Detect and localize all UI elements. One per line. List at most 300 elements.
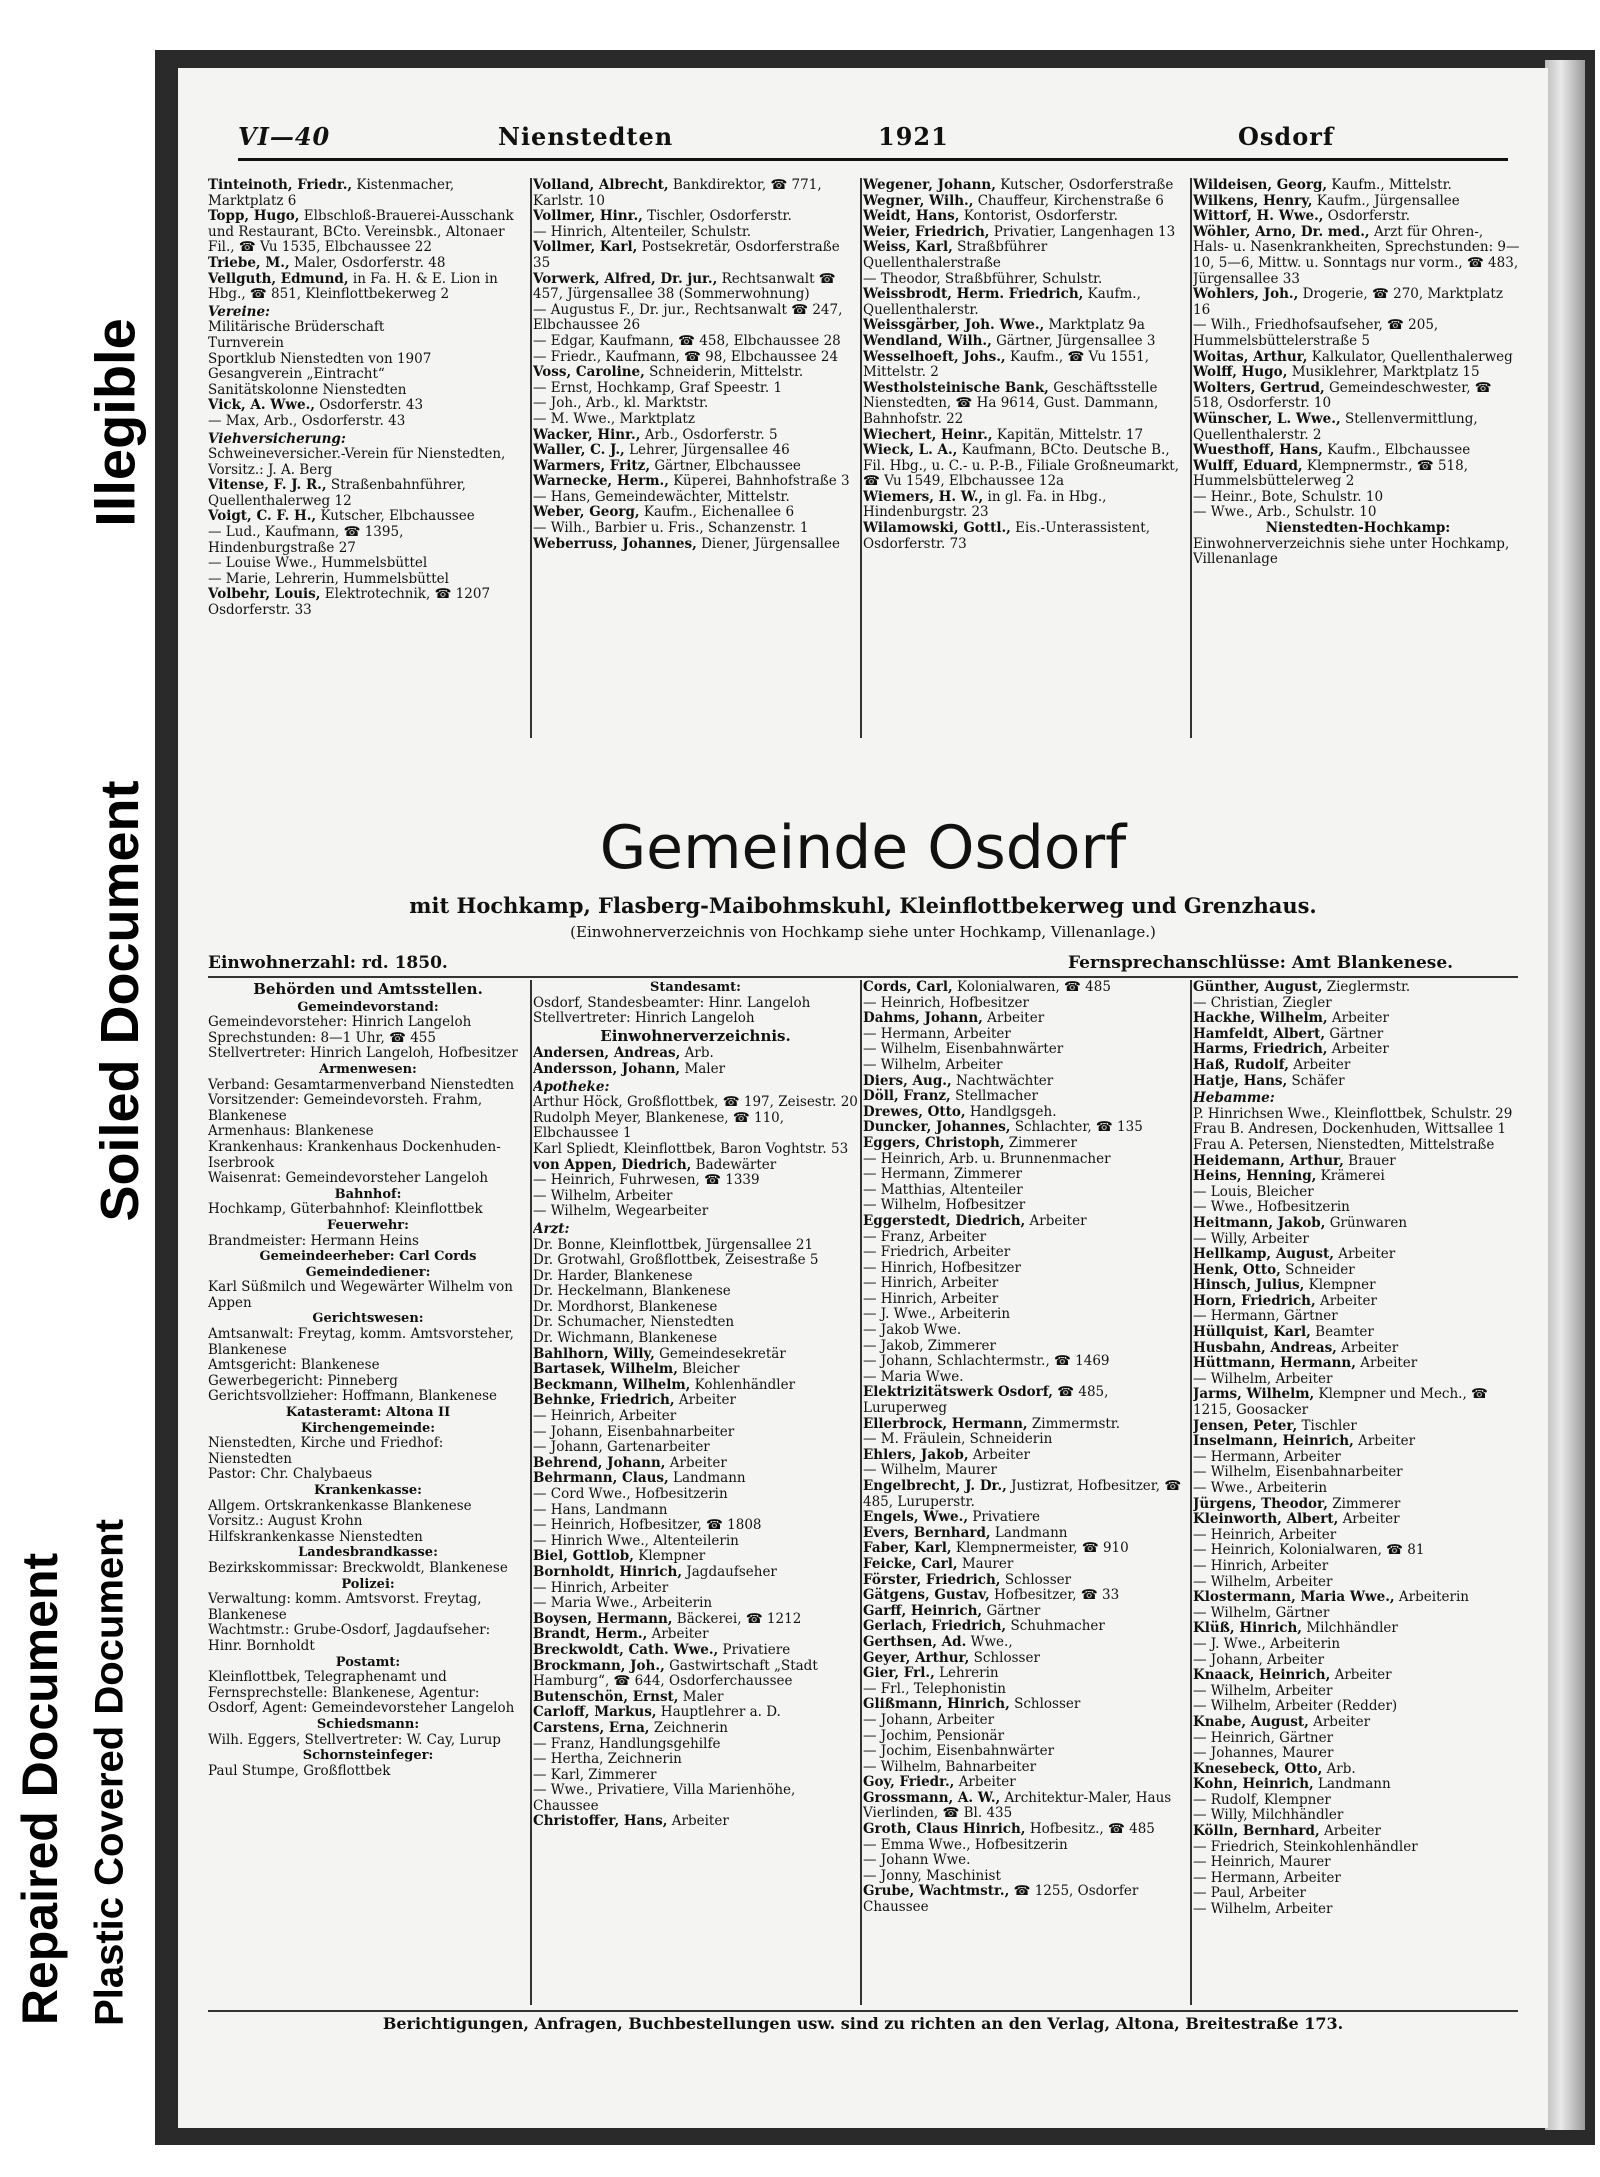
directory-entry bbox=[1193, 1699, 1523, 1715]
directory-entry bbox=[863, 1354, 1188, 1370]
entry-name: Brockmann, Joh., bbox=[533, 1657, 665, 1674]
entry-details: Marktplatz 9a bbox=[1048, 317, 1145, 334]
category-heading: Viehversicherung: bbox=[208, 430, 346, 447]
directory-entry bbox=[1193, 980, 1523, 996]
entry-details: Jagdaufseher bbox=[686, 1563, 777, 1580]
directory-entry bbox=[863, 1729, 1188, 1745]
entry-details: — Maria Wwe. bbox=[863, 1368, 964, 1385]
directory-entry bbox=[863, 1058, 1188, 1074]
directory-entry bbox=[863, 334, 1188, 350]
entry-details: in gl. Fa. in Hbg., Hindenburgstr. 23 bbox=[863, 488, 1107, 521]
entry-name: Goy, Friedr., bbox=[863, 1774, 955, 1791]
directory-entry bbox=[533, 209, 858, 225]
entry-name: Wuesthoff, Hans, bbox=[1193, 442, 1323, 459]
entry-name: Dahms, Johann, bbox=[863, 1010, 983, 1027]
entry-details: Maurer bbox=[961, 1555, 1014, 1572]
directory-entry bbox=[1193, 1559, 1523, 1575]
directory-entry bbox=[863, 1744, 1188, 1760]
entry-details: — Wilhelm, Bahnarbeiter bbox=[863, 1758, 1037, 1775]
directory-entry bbox=[1193, 1294, 1523, 1310]
entry-details: — Marie, Lehrerin, Hummelsbüttel bbox=[208, 570, 449, 587]
entry-details: Gewerbegericht: Pinneberg bbox=[208, 1372, 398, 1389]
directory-entry bbox=[863, 1838, 1188, 1854]
directory-entry bbox=[208, 256, 528, 272]
section-rule bbox=[208, 976, 1518, 978]
entry-details: Arbeiter bbox=[1331, 1010, 1389, 1027]
entry-details: Arb. bbox=[1326, 1760, 1356, 1777]
entry-name: Brandt, Herm., bbox=[533, 1626, 648, 1643]
entry-details: — Hinrich, Arbeiter bbox=[863, 1275, 999, 1292]
entry-details: — Wwe., Arbeiterin bbox=[1193, 1480, 1328, 1496]
directory-entry bbox=[1193, 1325, 1523, 1341]
directory-entry bbox=[1193, 490, 1523, 506]
directory-entry bbox=[533, 1503, 858, 1519]
directory-entry bbox=[208, 1670, 528, 1717]
column-divider bbox=[1190, 178, 1192, 738]
entry-details: Geschäftsstelle Nienstedten, ☎ Ha 9614, Gust. Dammann, Bahnhofstr. 22 bbox=[863, 379, 1159, 427]
section-heading: Behörden und Amtsstellen. bbox=[253, 980, 483, 998]
entry-name: Henk, Otto, bbox=[1193, 1261, 1281, 1278]
entry-details: Rudolph Meyer, Blankenese, ☎ 110, Elbchaussee 1 bbox=[533, 1109, 785, 1142]
directory-entry bbox=[863, 1042, 1188, 1058]
entry-details: Vorsitzender: Gemeindevorsteh. Frahm, Blankenese bbox=[208, 1092, 483, 1124]
entry-details: Rechtsanwalt ☎ 457, Jürgensallee 38 (Sommerwohnung) bbox=[533, 270, 836, 303]
entry-details: — Heinrich, Fuhrwesen, ☎ 1339 bbox=[533, 1172, 760, 1189]
directory-entry bbox=[1193, 1902, 1523, 1918]
entry-details: ☎ 485, Luruperweg bbox=[863, 1384, 1109, 1417]
entry-details: Arbeiter bbox=[1313, 1713, 1371, 1730]
directory-entry bbox=[1193, 1185, 1523, 1201]
directory-entry bbox=[1193, 1200, 1523, 1216]
directory-entry bbox=[863, 1604, 1188, 1620]
directory-entry bbox=[208, 336, 528, 352]
directory-entry bbox=[533, 1737, 858, 1753]
directory-entry bbox=[533, 443, 858, 459]
entry-name: Vick, A. Wwe., bbox=[208, 397, 315, 414]
phone-exchange: Fernsprechanschlüsse: Amt Blankenese. bbox=[1068, 953, 1454, 973]
directory-entry bbox=[1193, 1808, 1523, 1824]
entry-details: — Matthias, Altenteiler bbox=[863, 1181, 1023, 1198]
directory-entry bbox=[863, 1573, 1188, 1589]
directory-entry bbox=[1193, 1606, 1523, 1622]
entry-name: von Appen, Diedrich, bbox=[533, 1156, 692, 1173]
entry-details: Schäfer bbox=[1291, 1072, 1345, 1089]
entry-details: — Wilh., Friedhofsaufseher, ☎ 205, Hummelsbüttelerstraße 5 bbox=[1193, 317, 1439, 349]
entry-name: Husbahn, Andreas, bbox=[1193, 1339, 1337, 1356]
entry-name: Bornholdt, Hinrich, bbox=[533, 1563, 683, 1580]
entry-name: Beckmann, Wilhelm, bbox=[533, 1376, 691, 1393]
entry-details: Arbeiter bbox=[1323, 1823, 1381, 1840]
entry-details: — Wilhelm, Arbeiter bbox=[1193, 1573, 1333, 1590]
entry-name: Wolff, Hugo, bbox=[1193, 364, 1288, 381]
entry-details: — Hermann, Arbeiter bbox=[1193, 1448, 1341, 1465]
entry-name: Wilamowski, Gottl., bbox=[863, 520, 1011, 537]
entry-details: Stellvertreter: Hinrich Langeloh bbox=[533, 1010, 755, 1027]
entry-details: Landmann bbox=[673, 1470, 746, 1487]
entry-details: — Hinrich, Arbeiter bbox=[863, 1290, 999, 1307]
directory-entry bbox=[533, 396, 858, 412]
entry-details: Arbeiter bbox=[1331, 1041, 1389, 1058]
directory-entry bbox=[1193, 1309, 1523, 1325]
directory-entry bbox=[208, 1358, 528, 1374]
top-column-4 bbox=[1193, 178, 1523, 798]
directory-entry bbox=[1193, 1684, 1523, 1700]
entry-name: Heidemann, Arthur, bbox=[1193, 1152, 1344, 1169]
entry-details: — Heinrich, Hofbesitzer bbox=[863, 994, 1029, 1011]
directory-entry bbox=[208, 509, 528, 525]
directory-entry bbox=[863, 1198, 1188, 1214]
entry-details: — Heinrich, Hofbesitzer, ☎ 1808 bbox=[533, 1517, 762, 1534]
directory-entry bbox=[533, 1284, 858, 1300]
entry-details: — Jonny, Maschinist bbox=[863, 1867, 1001, 1884]
entry-details: Kaufm., Elbchaussee bbox=[1327, 442, 1471, 459]
directory-entry bbox=[208, 272, 528, 303]
entry-name: Biel, Gottlob, bbox=[533, 1548, 634, 1565]
entry-details: — Hinrich, Hofbesitzer bbox=[863, 1259, 1021, 1276]
entry-details: Dr. Grotwahl, Großflottbek, Zeisestraße 5 bbox=[533, 1252, 819, 1269]
entry-details: Arbeiter bbox=[1358, 1433, 1416, 1450]
entry-details: Nachtwächter bbox=[955, 1072, 1054, 1089]
directory-entry bbox=[533, 1518, 858, 1534]
entry-name: Weberruss, Johannes, bbox=[533, 535, 697, 552]
directory-entry bbox=[1193, 505, 1523, 521]
directory-entry bbox=[863, 1791, 1188, 1822]
entry-details: — Heinrich, Gärtner bbox=[1193, 1729, 1334, 1746]
entry-name: Christoffer, Hans, bbox=[533, 1813, 668, 1830]
entry-details: Tischler bbox=[1301, 1417, 1357, 1434]
entry-name: Wieck, L. A., bbox=[863, 442, 958, 459]
entry-details: — Louise Wwe., Hummelsbüttel bbox=[208, 555, 428, 572]
directory-entry bbox=[1193, 1715, 1523, 1731]
directory-entry bbox=[863, 1853, 1188, 1869]
entry-details: Musiklehrer, Marktplatz 15 bbox=[1291, 364, 1480, 381]
office-heading: Bahnhof: bbox=[334, 1186, 402, 1202]
directory-entry bbox=[208, 478, 528, 509]
category-heading: Hebamme: bbox=[1193, 1090, 1275, 1107]
entry-name: Topp, Hugo, bbox=[208, 208, 300, 225]
directory-entry bbox=[1193, 1762, 1523, 1778]
office-heading: Gemeindediener: bbox=[305, 1264, 431, 1280]
entry-details: — Hermann, Gärtner bbox=[1193, 1308, 1338, 1325]
entry-details: — Wilhelm, Maurer bbox=[863, 1462, 997, 1479]
entry-details: Schlachter, ☎ 135 bbox=[1014, 1119, 1143, 1136]
entry-details: — Wilhelm, Gärtner bbox=[1193, 1604, 1330, 1621]
directory-entry bbox=[1193, 1356, 1523, 1372]
label-soiled-document: Soiled Document bbox=[90, 780, 150, 1222]
entry-details: Architektur-Maler, Haus Vierlinden, ☎ Bl. 435 bbox=[863, 1789, 1172, 1822]
directory-entry bbox=[533, 1238, 858, 1254]
section-title: Gemeinde Osdorf bbox=[599, 813, 1127, 883]
directory-entry bbox=[533, 1111, 858, 1142]
entry-details: — Wwe., Arb., Schulstr. 10 bbox=[1193, 504, 1377, 521]
directory-entry bbox=[533, 537, 858, 553]
directory-entry bbox=[208, 1467, 528, 1483]
entry-name: Weissbrodt, Herm. Friedrich, bbox=[863, 286, 1084, 303]
directory-entry bbox=[863, 1417, 1188, 1433]
entry-details: Arbeiter bbox=[1293, 1056, 1351, 1073]
entry-name: Carloff, Markus, bbox=[533, 1704, 657, 1721]
entry-details: Schneider bbox=[1285, 1261, 1355, 1278]
entry-details: — Hermann, Arbeiter bbox=[1193, 1869, 1341, 1886]
directory-entry bbox=[863, 1307, 1188, 1323]
directory-entry bbox=[533, 1440, 858, 1456]
entry-name: Vellguth, Edmund, bbox=[208, 270, 349, 287]
directory-entry bbox=[1193, 1011, 1523, 1027]
directory-entry bbox=[208, 572, 528, 588]
entry-details: Chauffeur, Kirchenstraße 6 bbox=[977, 192, 1164, 209]
entry-name: Wildeisen, Georg, bbox=[1193, 178, 1328, 193]
column-divider bbox=[530, 178, 532, 738]
directory-entry bbox=[533, 1487, 858, 1503]
entry-details: — Johann, Eisenbahnarbeiter bbox=[533, 1423, 735, 1440]
directory-entry bbox=[863, 1713, 1188, 1729]
directory-entry bbox=[863, 1120, 1188, 1136]
directory-entry bbox=[1193, 1668, 1523, 1684]
entry-details: in Fa. H. & E. Lion in Hbg., ☎ 851, Kleinflottbekerweg 2 bbox=[208, 270, 498, 303]
directory-entry bbox=[863, 1463, 1188, 1479]
directory-entry bbox=[208, 1436, 528, 1467]
entry-name: Knabe, August, bbox=[1193, 1713, 1309, 1730]
entry-details: Gesangverein „Eintracht“ bbox=[208, 366, 385, 383]
directory-entry bbox=[863, 1276, 1188, 1292]
directory-entry bbox=[533, 1783, 858, 1814]
directory-entry bbox=[208, 1514, 528, 1530]
directory-entry bbox=[1193, 1341, 1523, 1357]
entry-details: Justizrat, Hofbesitzer, ☎ 485, Luruperstr. bbox=[863, 1478, 1182, 1510]
entry-details: Gärtner, Elbchaussee bbox=[654, 457, 801, 474]
directory-entry bbox=[863, 1588, 1188, 1604]
entry-details: — Wilhelm, Arbeiter bbox=[1193, 1682, 1333, 1699]
directory-entry bbox=[533, 1596, 858, 1612]
entry-details: Verwaltung: komm. Amtsvorst. Freytag, Blankenese bbox=[208, 1591, 482, 1623]
directory-entry bbox=[863, 1541, 1188, 1557]
directory-entry bbox=[863, 1183, 1188, 1199]
entry-name: Woitas, Arthur, bbox=[1193, 348, 1308, 365]
directory-entry bbox=[863, 1697, 1188, 1713]
directory-entry bbox=[863, 1261, 1188, 1277]
entry-details: P. Hinrichsen Wwe., Kleinflottbek, Schulstr. 29 bbox=[1193, 1105, 1513, 1122]
entry-name: Weber, Georg, bbox=[533, 504, 640, 521]
entry-details: Kalkulator, Quellenthalerweg bbox=[1311, 348, 1513, 365]
directory-entry bbox=[1193, 1122, 1523, 1138]
entry-details: — Paul, Arbeiter bbox=[1193, 1885, 1306, 1902]
entry-name: Gätgens, Gustav, bbox=[863, 1587, 990, 1604]
entry-details: — Wilhelm, Arbeiter bbox=[1193, 1370, 1333, 1387]
entry-details: — Heinrich, Arbeiter bbox=[533, 1408, 677, 1425]
entry-name: Harms, Friedrich, bbox=[1193, 1041, 1328, 1058]
entry-name: Hatje, Hans, bbox=[1193, 1072, 1288, 1089]
entry-details: — Wilhelm, Arbeiter bbox=[1193, 1901, 1333, 1918]
directory-entry bbox=[863, 521, 1188, 552]
entry-name: Grossmann, A. W., bbox=[863, 1789, 1001, 1806]
entry-details: Dr. Schumacher, Nienstedten bbox=[533, 1314, 735, 1331]
directory-entry bbox=[863, 287, 1188, 318]
entry-details: Krankenhaus: Krankenhaus Dockenhuden-Iserbrook bbox=[208, 1138, 501, 1171]
entry-details: — Theodor, Straßbführer, Schulstr. bbox=[863, 270, 1103, 287]
entry-details: — Friedr., Kaufmann, ☎ 98, Elbchaussee 24 bbox=[533, 348, 839, 365]
directory-entry bbox=[533, 1814, 858, 1830]
entry-details: ☎ 1255, Osdorfer Chaussee bbox=[863, 1883, 1139, 1916]
entry-details: Gemeindesekretär bbox=[659, 1345, 786, 1362]
entry-details: Bezirkskommissar: Breckwoldt, Blankenese bbox=[208, 1559, 508, 1576]
entry-name: Warnecke, Herm., bbox=[533, 473, 669, 490]
population-count: Einwohnerzahl: rd. 1850. bbox=[208, 953, 448, 973]
entry-details: Gemeindevorsteher: Hinrich Langeloh Sprechstunden: 8—1 Uhr, ☎ 455 bbox=[208, 1014, 472, 1046]
entry-details: Zimmermstr. bbox=[1031, 1415, 1121, 1432]
entry-details: — Heinrich, Maurer bbox=[1193, 1854, 1331, 1871]
entry-name: Jürgens, Theodor, bbox=[1193, 1495, 1328, 1512]
entry-name: Wegener, Johann, bbox=[863, 178, 996, 193]
entry-details: Arbeiter bbox=[671, 1813, 729, 1830]
directory-entry bbox=[208, 352, 528, 368]
entry-details: Osdorf, Standesbeamter: Hinr. Langeloh bbox=[533, 994, 811, 1011]
directory-entry bbox=[1193, 996, 1523, 1012]
entry-name: Warmers, Fritz, bbox=[533, 457, 651, 474]
entry-details: Paul Stumpe, Großflottbek bbox=[208, 1762, 391, 1779]
entry-details: Bleicher bbox=[682, 1361, 740, 1378]
directory-entry bbox=[863, 318, 1188, 334]
entry-details: Schuhmacher bbox=[1010, 1618, 1105, 1635]
directory-entry bbox=[208, 1171, 528, 1187]
directory-entry bbox=[1193, 1512, 1523, 1528]
entry-name: Klüß, Hinrich, bbox=[1193, 1620, 1303, 1637]
directory-entry bbox=[533, 1347, 858, 1363]
office-heading: Schiedsmann: bbox=[316, 1716, 420, 1732]
directory-entry bbox=[208, 1623, 528, 1654]
directory-entry bbox=[863, 350, 1188, 381]
directory-entry bbox=[533, 1643, 858, 1659]
directory-entry bbox=[863, 1167, 1188, 1183]
entry-details: Stellmacher bbox=[955, 1088, 1038, 1105]
directory-entry bbox=[533, 178, 858, 209]
directory-entry bbox=[1193, 1481, 1523, 1497]
directory-entry bbox=[208, 1124, 528, 1140]
directory-entry bbox=[863, 1105, 1188, 1121]
directory-entry bbox=[208, 1499, 528, 1515]
entry-name: Waller, C. J., bbox=[533, 442, 625, 459]
entry-name: Engels, Wwe., bbox=[863, 1509, 969, 1526]
entry-details: Verband: Gesamtarmenverband Nienstedten bbox=[208, 1076, 515, 1093]
entry-details: — Rudolf, Klempner bbox=[1193, 1791, 1331, 1808]
entry-details: Nienstedten, Kirche und Friedhof: Nienstedten bbox=[208, 1435, 444, 1467]
directory-entry bbox=[208, 1733, 528, 1749]
directory-entry bbox=[533, 272, 858, 303]
office-heading: Landesbrandkasse: bbox=[298, 1545, 438, 1561]
entry-name: Wulff, Eduard, bbox=[1193, 457, 1303, 474]
directory-entry bbox=[533, 1204, 858, 1220]
bottom-column-2 bbox=[533, 980, 858, 2005]
directory-entry bbox=[863, 1869, 1188, 1885]
year-heading: 1921 bbox=[878, 122, 949, 151]
entry-name: Andersson, Johann, bbox=[533, 1060, 681, 1077]
entry-details: Osdorferstr. 43 bbox=[319, 397, 424, 414]
entry-details: Klempner und Mech., ☎ 1215, Goosacker bbox=[1193, 1386, 1488, 1419]
entry-details: Arbeiter bbox=[1341, 1339, 1399, 1356]
directory-entry bbox=[208, 1015, 528, 1046]
directory-entry bbox=[533, 1690, 858, 1706]
directory-entry bbox=[863, 1760, 1188, 1776]
entry-details: Vorsitz.: August Krohn bbox=[208, 1513, 363, 1530]
directory-entry bbox=[533, 1581, 858, 1597]
entry-name: Hellkamp, August, bbox=[1193, 1246, 1334, 1263]
entry-details: Schlosser bbox=[973, 1649, 1040, 1666]
entry-name: Wendland, Wilh., bbox=[863, 332, 992, 349]
directory-entry bbox=[208, 1234, 528, 1250]
directory-entry bbox=[1193, 1027, 1523, 1043]
entry-details: — Heinrich, Kolonialwaren, ☎ 81 bbox=[1193, 1542, 1425, 1559]
entry-details: — Hinrich Wwe., Altenteilerin bbox=[533, 1532, 739, 1549]
entry-details: — Wilh., Barbier u. Fris., Schanzenstr. 1 bbox=[533, 520, 809, 537]
entry-details: Kolonialwaren, ☎ 485 bbox=[957, 980, 1111, 995]
entry-details: — Jakob, Zimmerer bbox=[863, 1337, 996, 1354]
entry-details: Eis.-Unterassistent, Osdorferstr. 73 bbox=[863, 520, 1151, 552]
directory-entry bbox=[208, 1280, 528, 1311]
entry-details: — Johann, Arbeiter bbox=[863, 1711, 995, 1728]
directory-entry bbox=[1193, 1575, 1523, 1591]
entry-details: Einwohnerverzeichnis siehe unter Hochkamp, Villenanlage bbox=[1193, 535, 1510, 568]
category-heading: Apotheke: bbox=[533, 1078, 610, 1095]
directory-entry bbox=[1193, 225, 1523, 287]
directory-entry bbox=[863, 1666, 1188, 1682]
entry-details: — Johann, Arbeiter bbox=[1193, 1651, 1325, 1668]
directory-entry bbox=[1193, 1450, 1523, 1466]
directory-entry bbox=[1193, 537, 1523, 568]
place-heading: Nienstedten bbox=[498, 122, 674, 151]
directory-entry bbox=[533, 1142, 858, 1158]
directory-entry bbox=[863, 1245, 1188, 1261]
entry-details: Schneiderin, Mittelstr. bbox=[649, 364, 804, 381]
directory-entry bbox=[533, 1549, 858, 1565]
entry-details: Hilfskrankenkasse Nienstedten bbox=[208, 1528, 423, 1545]
entry-details: — Jochim, Eisenbahnwärter bbox=[863, 1743, 1055, 1760]
column-divider bbox=[1190, 980, 1192, 2005]
directory-entry bbox=[863, 1682, 1188, 1698]
directory-entry bbox=[863, 1074, 1188, 1090]
directory-entry bbox=[533, 1612, 858, 1628]
directory-entry bbox=[863, 1230, 1188, 1246]
directory-entry bbox=[208, 414, 528, 430]
directory-entry bbox=[1193, 412, 1523, 443]
entry-name: Faber, Karl, bbox=[863, 1540, 952, 1557]
subsection-heading: Nienstedten-Hochkamp: bbox=[1265, 520, 1451, 537]
entry-details: — Heinrich, Arbeiter bbox=[1193, 1526, 1337, 1543]
office-heading: Gemeindevorstand: bbox=[297, 999, 439, 1015]
directory-entry bbox=[863, 1370, 1188, 1386]
entry-details: Dr. Wichmann, Blankenese bbox=[533, 1330, 718, 1347]
entry-name: Jarms, Wilhelm, bbox=[1193, 1386, 1315, 1403]
entry-details: Klempnermeister, ☎ 910 bbox=[955, 1540, 1129, 1557]
entry-details: Kistenmacher, Marktplatz 6 bbox=[208, 178, 455, 209]
entry-name: Boysen, Hermann, bbox=[533, 1610, 673, 1627]
directory-entry bbox=[1193, 443, 1523, 459]
directory-entry bbox=[208, 320, 528, 336]
directory-entry bbox=[533, 1300, 858, 1316]
entry-details: Karl Süßmilch und Wegewärter Wilhelm von Appen bbox=[208, 1279, 513, 1311]
directory-entry bbox=[863, 1011, 1188, 1027]
directory-entry bbox=[1193, 1058, 1523, 1074]
entry-name: Grube, Wachtmstr., bbox=[863, 1883, 1010, 1900]
entry-details: Arbeiter bbox=[1029, 1212, 1087, 1229]
entry-details: Maler bbox=[684, 1060, 726, 1077]
entry-details: Schlosser bbox=[1004, 1571, 1072, 1588]
entry-name: Vollmer, Karl, bbox=[533, 239, 638, 256]
directory-entry bbox=[533, 1393, 858, 1409]
directory-entry bbox=[863, 1884, 1188, 1915]
directory-entry bbox=[533, 1752, 858, 1768]
entry-details: — Cord Wwe., Hofbesitzerin bbox=[533, 1486, 728, 1502]
entry-details: Klempnermstr., ☎ 518, Hummelsbüttelerweg 2 bbox=[1193, 457, 1469, 490]
page-edge bbox=[1545, 60, 1585, 2130]
